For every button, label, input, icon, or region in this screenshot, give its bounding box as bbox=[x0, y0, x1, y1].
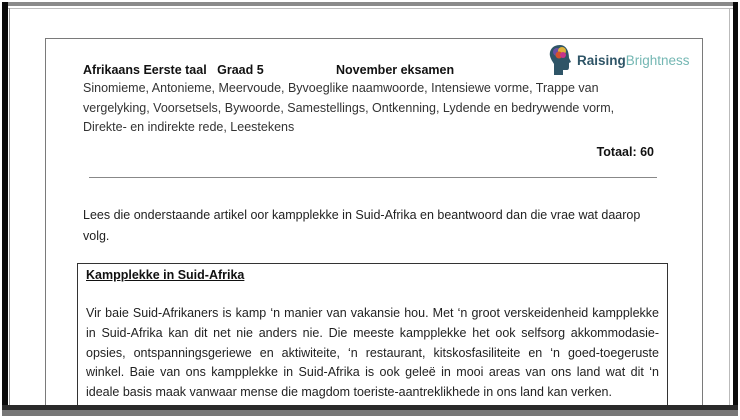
exam-label: November eksamen bbox=[336, 63, 455, 77]
header-subject-grade bbox=[83, 63, 264, 77]
frame-border-top bbox=[2, 2, 738, 6]
subject-label: Afrikaans Eerste taal bbox=[83, 63, 207, 77]
frame-border-left-inner bbox=[9, 8, 10, 408]
frame-border-right-inner bbox=[729, 8, 730, 408]
frame-border-bottom-outer bbox=[2, 410, 738, 416]
topics-list: Sinomieme, Antonieme, Meervoude, Byvoeglike naamwoorde, Intensiewe vorme, Trappe van vergelyking, Voorsetsels, Bywoorde, Samestellings, Ontkenning, Lydende en bedrywende vorm, Direkte- en indirekte rede, Leestekens bbox=[83, 81, 615, 134]
instruction-text: Lees die onderstaande artikel oor kampplekke in Suid-Afrika en beantwoord dan die vrae wat daarop volg. bbox=[83, 208, 641, 243]
horizontal-rule bbox=[89, 177, 657, 178]
article-body: Vir baie Suid-Afrikaners is kamp ‘n manier van vakansie hou. Met ‘n groot verskeidenheid kampplekke in Suid-Afrika kan dit net nie anders nie. Die meeste kampplekke het ook selfsorg akkommodasie-opsies, ontspanningsgeriewe en aktiwiteite, ‘n restaurant, kitskosfasiliteite en ‘n goed-toegeruste winkel. Baie van ons kampplekke in Suid-Afrika is ook geleë in mooi areas van ons land wat dit ‘n ideale basis maak vanwaar mense die magdom toeriste-aantreklikhede in ons land kan verken. bbox=[86, 306, 659, 400]
article-title: Kampplekke in Suid-Afrika bbox=[86, 268, 245, 282]
logo bbox=[548, 44, 690, 76]
frame-border-right bbox=[733, 2, 738, 416]
head-brain-icon bbox=[548, 44, 572, 76]
grade-label: Graad 5 bbox=[217, 63, 264, 77]
logo-text: RaisingBrightness bbox=[577, 52, 690, 68]
frame-border-top-inner bbox=[8, 8, 734, 9]
total-marks: Totaal: 60 bbox=[596, 145, 654, 159]
frame-border-left bbox=[2, 2, 8, 416]
article-box bbox=[77, 263, 668, 411]
